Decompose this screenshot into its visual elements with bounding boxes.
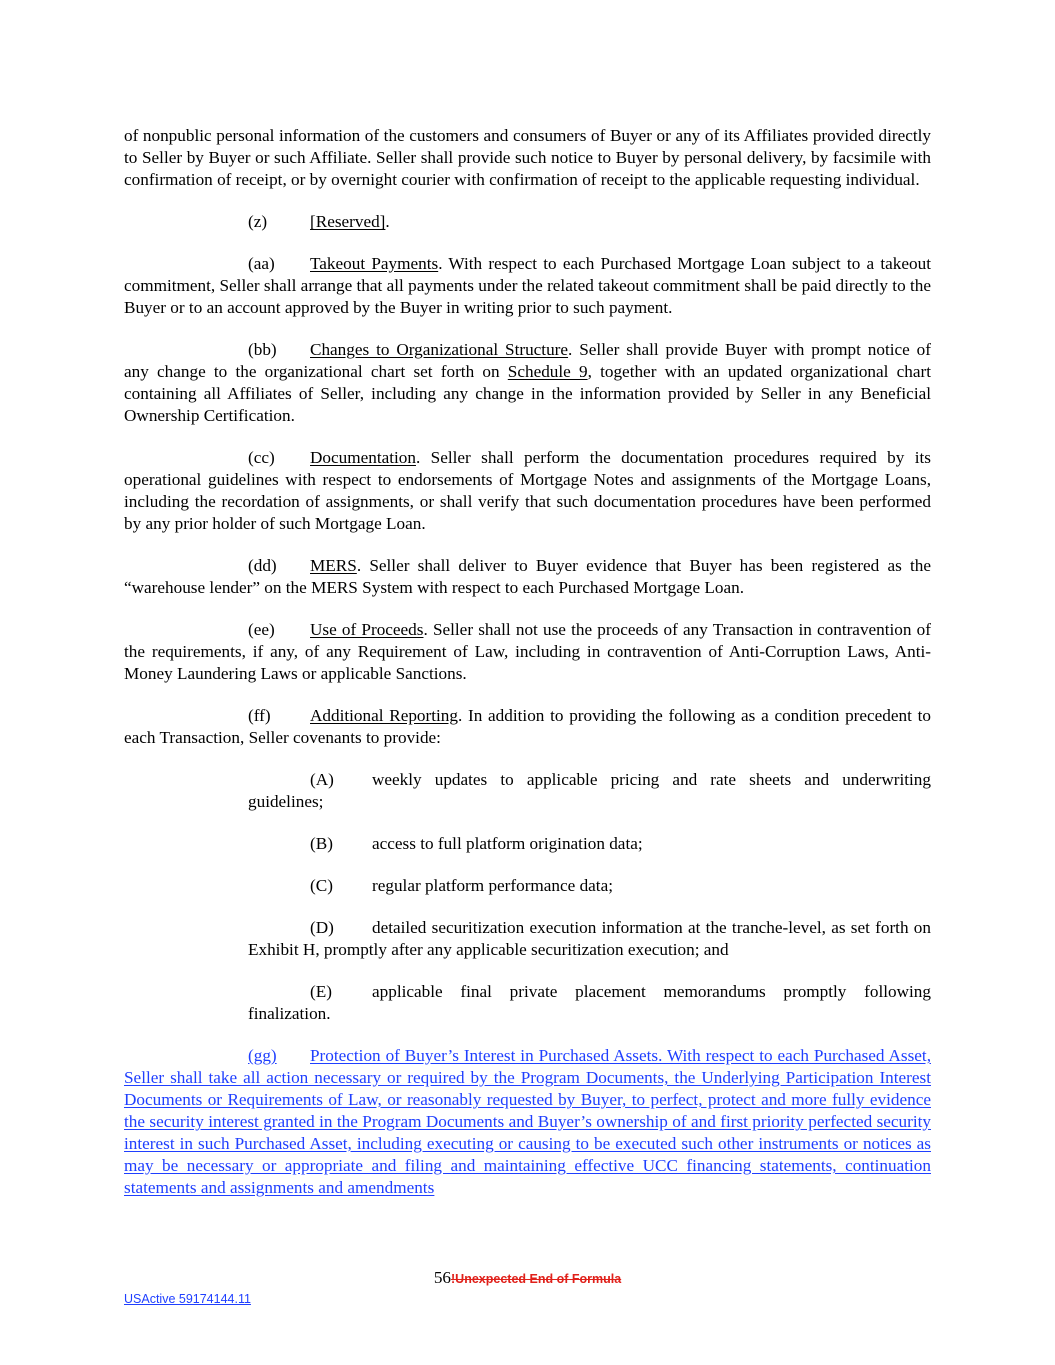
list-item-number: (B) bbox=[310, 834, 333, 853]
list-item-text: access to full platform origination data; bbox=[372, 834, 643, 853]
section-heading: Takeout Payments bbox=[310, 254, 439, 273]
section-heading: Changes to Organizational Structure bbox=[310, 340, 569, 359]
list-item-b bbox=[248, 833, 931, 855]
section-body: . Seller shall not use the proceeds of any Transaction in contravention of the requirements, if any, of any Requirement of Law, including in contravention of Anti-Corruption Laws, Anti-Money Laundering Laws or applicable Sanctions. bbox=[124, 620, 931, 683]
section-z: (z) [Reserved]. bbox=[248, 212, 390, 231]
section-heading: Additional Reporting bbox=[310, 706, 458, 725]
section-ee bbox=[124, 619, 931, 685]
section-number: (ee) bbox=[248, 620, 275, 639]
section-heading: Documentation bbox=[310, 448, 416, 467]
list-item-c bbox=[248, 875, 931, 897]
section-heading: MERS bbox=[310, 556, 357, 575]
formula-error-text: !Unexpected End of Formula bbox=[451, 1272, 622, 1286]
section-heading: Protection of Buyer’s Interest in Purchased Assets. bbox=[310, 1046, 663, 1065]
section-heading: Use of Proceeds bbox=[310, 620, 424, 639]
section-number: (ff) bbox=[248, 706, 271, 725]
list-item-a bbox=[248, 769, 931, 813]
list-item-text: detailed securitization execution information at the tranche-level, as set forth on Exhibit H, promptly after any applicable securitization execution; and bbox=[248, 918, 931, 959]
page-footer bbox=[0, 1267, 1055, 1290]
section-heading: [Reserved] bbox=[310, 212, 386, 231]
page-body bbox=[124, 125, 931, 1199]
intro-paragraph: of nonpublic personal information of the customers and consumers of Buyer or any of its Affiliates provided directly to Seller by Buyer or such Affiliate. Seller shall provide such notice to Buyer by personal delivery, by facsimile with confirmation of receipt, or by overnight courier with confirmation of receipt to the applicable requesting individual. bbox=[124, 126, 931, 189]
list-item-number: (C) bbox=[310, 876, 333, 895]
list-item-number: (A) bbox=[310, 770, 334, 789]
section-number: (gg) bbox=[248, 1046, 277, 1065]
section-cc bbox=[124, 447, 931, 535]
section-ff bbox=[124, 705, 931, 749]
document-id: USActive 59174144.11 bbox=[124, 1292, 251, 1306]
section-gg-inserted bbox=[124, 1045, 931, 1199]
schedule-reference: Schedule 9 bbox=[507, 362, 588, 381]
section-number: (z) bbox=[248, 212, 268, 231]
list-item-d bbox=[248, 917, 931, 961]
list-item-e bbox=[248, 981, 931, 1025]
section-body: . Seller shall perform the documentation procedures required by its operational guidelines with respect to endorsements of Mortgage Notes and assignments of the Mortgage Loans, including the recordation of assignments, or shall verify that such documentation procedures have been performed by any prior holder of such Mortgage Loan. bbox=[124, 448, 931, 533]
section-body: . Seller shall provide Buyer with prompt notice of any change to the organizational chart set forth on bbox=[124, 340, 931, 381]
section-body: . With respect to each Purchased Mortgage Loan subject to a takeout commitment, Seller shall arrange that all payments under the related takeout commitment shall be paid directly to the Buyer or to an account approved by the Buyer in writing prior to such payment. bbox=[124, 254, 931, 317]
section-dd bbox=[124, 555, 931, 599]
section-bb bbox=[124, 339, 931, 427]
list-item-text: weekly updates to applicable pricing and rate sheets and underwriting guidelines; bbox=[248, 770, 931, 811]
section-number: (bb) bbox=[248, 340, 277, 359]
list-item-number: (D) bbox=[310, 918, 334, 937]
section-body: . In addition to providing the following as a condition precedent to each Transaction, Seller covenants to provide: bbox=[124, 706, 931, 747]
list-item-text: regular platform performance data; bbox=[372, 876, 613, 895]
section-body: With respect to each Purchased Asset, Seller shall take all action necessary or required by the Program Documents, the Underlying Participation Interest Documents or Requirements of Law, or reasonably requested by Buyer, to perfect, protect and more fully evidence the security interest granted in the Program Documents and Buyer’s ownership of and first priority perfected security interest in such Purchased Asset, including executing or causing to be executed such other instruments or notices as may be necessary or appropriate and filing and maintaining effective UCC financing statements, continuation statements and assignments and amendments bbox=[124, 1046, 931, 1197]
page-number: 56 bbox=[433, 1268, 452, 1287]
section-aa bbox=[124, 253, 931, 319]
section-number: (dd) bbox=[248, 556, 277, 575]
section-number: (cc) bbox=[248, 448, 275, 467]
list-item-number: (E) bbox=[310, 982, 332, 1001]
section-body-cont: , together with an updated organizational chart containing all Affiliates of Seller, including any change in the information provided by Seller in any Beneficial Ownership Certification. bbox=[124, 362, 931, 425]
list-item-text: applicable final private placement memorandums promptly following finalization. bbox=[248, 982, 931, 1023]
section-body: . Seller shall deliver to Buyer evidence that Buyer has been registered as the “warehouse lender” on the MERS System with respect to each Purchased Mortgage Loan. bbox=[124, 556, 931, 597]
section-number: (aa) bbox=[248, 254, 275, 273]
